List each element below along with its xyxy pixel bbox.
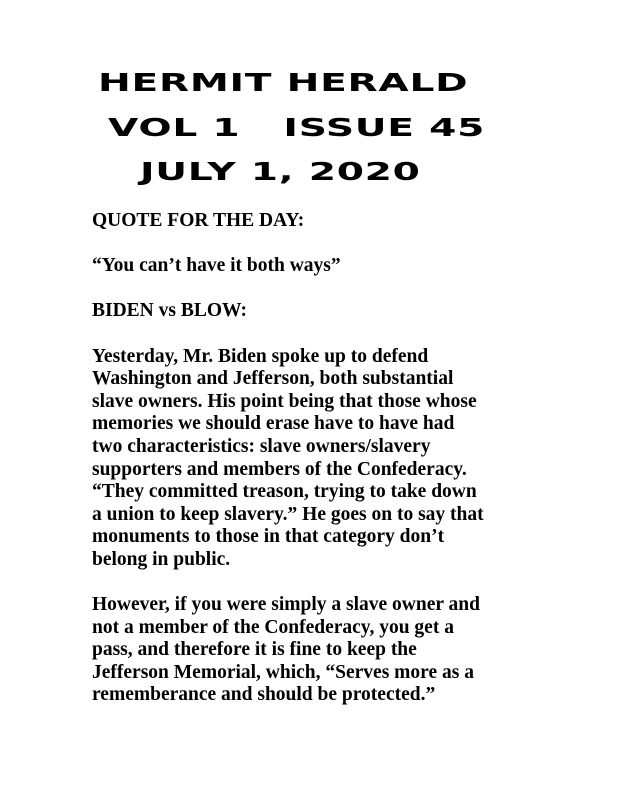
volume-issue: VOL 1 ISSUE 45 bbox=[108, 114, 486, 143]
paragraph-line: Jefferson Memorial, which, “Serves more as a bbox=[92, 661, 474, 683]
paragraph-line: not a member of the Confederacy, you get a bbox=[92, 616, 454, 638]
quote-heading: QUOTE FOR THE DAY: bbox=[92, 210, 305, 231]
paragraph-1 bbox=[92, 346, 592, 572]
paragraph-line: supporters and members of the Confederacy. bbox=[92, 458, 467, 480]
article-body bbox=[92, 210, 592, 707]
paragraph-line: a union to keep slavery.” He goes on to say that bbox=[92, 503, 484, 525]
paragraph-line: two characteristics: slave owners/slavery bbox=[92, 435, 431, 457]
paragraph-line: memories we should erase have to have had bbox=[92, 413, 455, 435]
paragraph-line: belong in public. bbox=[92, 548, 231, 570]
paragraph-line: “They committed treason, trying to take down bbox=[92, 481, 477, 503]
paragraph-line: pass, and therefore it is fine to keep the bbox=[92, 639, 417, 661]
paragraph-line: Yesterday, Mr. Biden spoke up to defend bbox=[92, 345, 429, 367]
section-heading: BIDEN vs BLOW: bbox=[92, 300, 247, 322]
paragraph-line: Washington and Jefferson, both substantial bbox=[92, 368, 454, 390]
quote-text: “You can’t have it both ways” bbox=[92, 255, 341, 277]
newsletter-title: HERMIT HERALD bbox=[98, 69, 469, 98]
paragraph-2 bbox=[92, 594, 592, 707]
paragraph-line: rememberance and should be protected.” bbox=[92, 684, 436, 706]
paragraph-line: monuments to those in that category don’t bbox=[92, 526, 445, 548]
paragraph-line: However, if you were simply a slave owner and bbox=[92, 594, 481, 616]
issue-date: JULY 1, 2020 bbox=[140, 158, 421, 187]
paragraph-line: slave owners. His point being that those whose bbox=[92, 390, 477, 412]
